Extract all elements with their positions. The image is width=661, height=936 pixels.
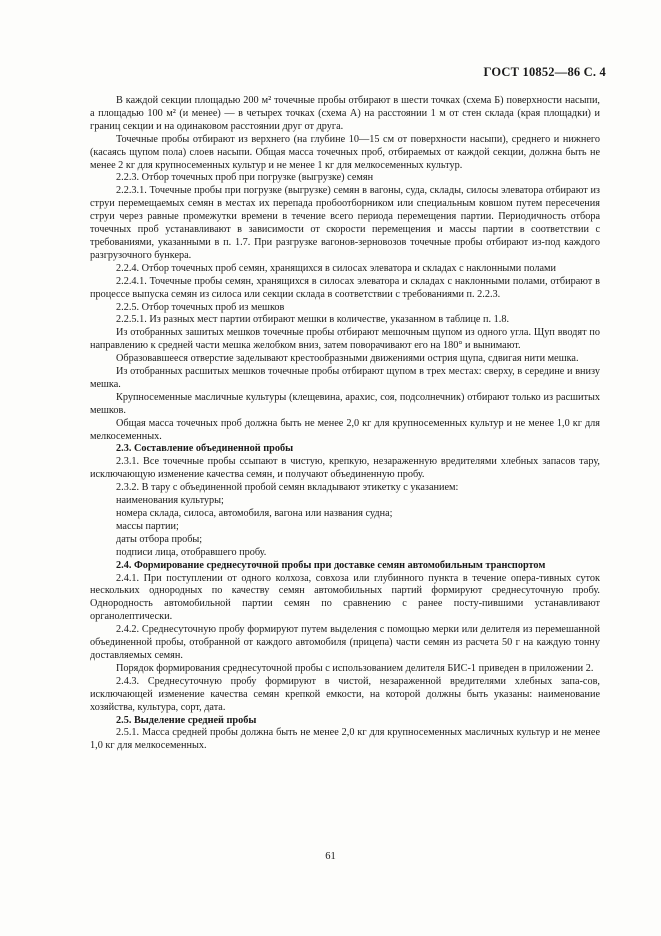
paragraph: номера склада, силоса, автомобиля, вагона или названия судна; <box>116 508 393 519</box>
paragraph: даты отбора пробы; <box>116 533 203 545</box>
paragraph: Образовавшееся отверстие заделывают крестообразными движениями острия щупа, сдвигая нити мешка. <box>116 353 579 365</box>
paragraph: В каждой секции площадью 200 м² точечные пробы отбирают в шести точках (схема Б) поверхности насыпи, а площадью 100 м² (и менее) — в четырех точках (схема А) на расстоянии 1 м от стен склада (края площадки) и границ секции и на одинаковом расстоянии друг от друга. <box>90 95 600 132</box>
paragraph: Общая масса точечных проб должна быть не менее 2,0 кг для крупносеменных культур и не менее 1,0 кг для мелкосеменных. <box>90 417 600 442</box>
document-header: ГОСТ 10852—86 С. 4 <box>483 65 606 79</box>
paragraph: Точечные пробы отбирают из верхнего (на глубине 10—15 см от поверхности насыпи), среднего и нижнего (касаясь щупом пола) слоев насыпи. Общая масса точечных проб, отбираемых от каждой секции, должна быть не менее 2 кг для крупносеменных культур и не менее 1 кг для мелкосеменных культур. <box>90 133 600 171</box>
paragraph: Порядок формирования среднесуточной пробы с использованием делителя БИС-1 приведен в приложении 2. <box>116 662 594 674</box>
paragraph: подписи лица, отобравшего пробу. <box>116 546 267 558</box>
paragraph: 2.2.5.1. Из разных мест партии отбирают мешки в количестве, указанном в таблице п. 1.8. <box>116 314 510 326</box>
section-heading: 2.3. Составление объединенной пробы <box>116 443 294 455</box>
paragraph: 2.2.5. Отбор точечных проб из мешков <box>116 301 285 313</box>
section-heading: 2.5. Выделение средней пробы <box>116 714 257 726</box>
document-body <box>90 95 600 753</box>
paragraph: 2.2.4. Отбор точечных проб семян, хранящихся в силосах элеватора и складах с наклонными полами <box>116 262 556 274</box>
paragraph: Крупносеменные масличные культуры (клещевина, арахис, соя, подсолнечник) отбирают только из расшитых мешков. <box>90 391 600 416</box>
paragraph: 2.4.1. При поступлении от одного колхоза, совхоза или глубинного пункта в течение опера-тивных суток нескольких однородных по качеству семян автомобильных партий формируют среднесуточную пробу. Однородность автомобильной партии семян по сравнению с ранее посту-пившими устанавливают органолептически. <box>90 572 600 623</box>
paragraph: массы партии; <box>116 520 179 532</box>
paragraph: 2.5.1. Масса средней пробы должна быть не менее 2,0 кг для крупносеменных масличных культур и не менее 1,0 кг для мелкосеменных. <box>90 727 600 752</box>
paragraph: 2.3.1. Все точечные пробы ссыпают в чистую, крепкую, незараженную вредителями хлебных запасов тару, исключающую изменение качества семян, и получают объединенную пробу. <box>90 456 600 481</box>
paragraph: наименования культуры; <box>116 495 224 507</box>
page-number: 61 <box>325 851 336 862</box>
section-heading: 2.4. Формирование среднесуточной пробы при доставке семян автомобильным транспортом <box>116 559 546 571</box>
paragraph: 2.4.3. Среднесуточную пробу формируют в чистой, незараженной вредителями хлебных запа-сов, исключающей изменение качества семян крепкой емкости, на которой должны быть указаны: наименование хозяйства, культура, сорт, дата. <box>90 675 600 713</box>
paragraph: 2.4.2. Среднесуточную пробу формируют путем выделения с помощью мерки или делителя из перемешанной объединенной пробы, отобранной от каждого автомобиля (прицепа) части семян из расчета 50 г на каждую тонну доставляемых семян. <box>90 624 600 661</box>
paragraph: 2.2.4.1. Точечные пробы семян, хранящихся в силосах элеватора и складах с наклонными полами, отбирают в процессе выпуска семян из силоса или секции склада в соответствии с требованиями п. 2.2.3. <box>90 275 600 300</box>
paragraph: 2.2.3.1. Точечные пробы при погрузке (выгрузке) семян в вагоны, суда, склады, силосы элеватора отбирают из струи перемещаемых семян в местах их перепада пробоотборником или специальным ковшом путем пересечения струи через равные промежутки времени в течение всего периода перемещения партии. Периодичность отбора точечных проб устанавливают в зависимости от скорости перемещения и массы партии в соответствии с требованиями, указанными в п. 1.7. При разгрузке вагонов-зерновозов точечные пробы отбирают из-под каждого разгрузочного бункера. <box>90 185 600 261</box>
paragraph: Из отобранных зашитых мешков точечные пробы отбирают мешочным щупом из одного угла. Щуп вводят по направлению к средней части мешка желобком вниз, затем поворачивают его на 180° и вынимают. <box>90 327 600 352</box>
paragraph: 2.3.2. В тару с объединенной пробой семян вкладывают этикетку с указанием: <box>116 482 459 494</box>
paragraph: 2.2.3. Отбор точечных проб при погрузке (выгрузке) семян <box>116 172 374 184</box>
paragraph: Из отобранных расшитых мешков точечные пробы отбирают щупом в трех местах: сверху, в середине и внизу мешка. <box>90 366 600 390</box>
